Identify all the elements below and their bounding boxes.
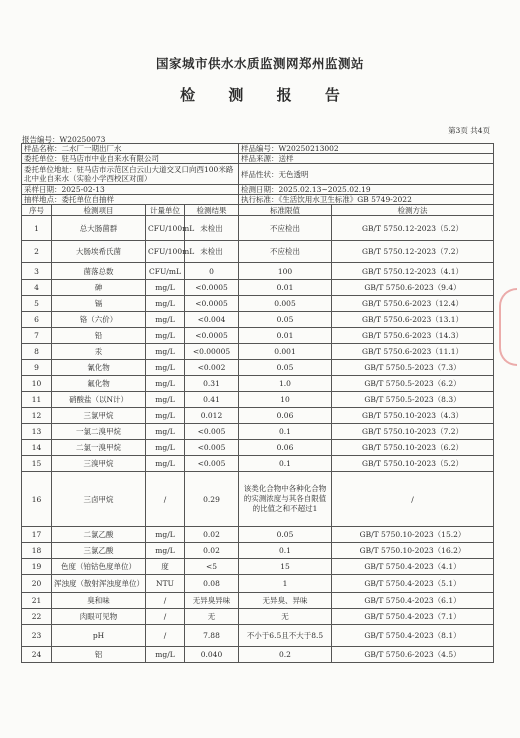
row-result: <0.0005 xyxy=(185,280,239,296)
row-unit: mg/L xyxy=(146,328,185,344)
row-unit: CFU/100mL xyxy=(146,241,185,263)
row-item: 铝 xyxy=(52,647,146,663)
row-limit: 该类化合物中各种化合物的实测浓度与其各自限值的比值之和不超过1 xyxy=(239,472,332,527)
table-row xyxy=(22,559,494,575)
row-limit: 0.05 xyxy=(239,527,332,543)
sample-property: 样品性状：无色透明 xyxy=(239,164,494,185)
row-unit: / xyxy=(146,609,185,625)
table-row xyxy=(22,625,494,647)
report-number: 报告编号：W20250073 xyxy=(22,135,106,144)
report-title: 检 测 报 告 xyxy=(180,86,354,104)
row-limit: 不小于6.5且不大于8.5 xyxy=(239,625,332,647)
row-limit: 无异臭、异味 xyxy=(239,593,332,609)
row-limit: 0.05 xyxy=(239,360,332,376)
row-item: 铅 xyxy=(52,328,146,344)
sample-source: 样品来源：送样 xyxy=(239,154,494,164)
row-item: 菌落总数 xyxy=(52,263,146,280)
row-limit: 1.0 xyxy=(239,376,332,392)
table-row xyxy=(22,456,494,472)
table-row xyxy=(22,392,494,408)
row-number: 15 xyxy=(22,456,52,472)
row-number: 18 xyxy=(22,543,52,559)
row-item: 浑浊度（散射浑浊度单位） xyxy=(52,575,146,593)
row-result: <0.005 xyxy=(185,440,239,456)
row-unit: mg/L xyxy=(146,527,185,543)
test-date: 检测日期：2025.02.13~2025.02.19 xyxy=(239,185,494,195)
row-item: 肉眼可见物 xyxy=(52,609,146,625)
row-limit: 0.1 xyxy=(239,424,332,440)
col-unit: 计量单位 xyxy=(146,205,185,216)
table-row xyxy=(22,424,494,440)
row-method: / xyxy=(332,472,494,527)
row-method: GB/T 5750.10-2023（4.3） xyxy=(332,408,494,424)
row-limit: 0.2 xyxy=(239,647,332,663)
row-method: GB/T 5750.6-2023（14.3） xyxy=(332,328,494,344)
row-unit: 度 xyxy=(146,559,185,575)
table-row xyxy=(22,241,494,263)
table-row xyxy=(22,408,494,424)
red-seal-stamp xyxy=(499,288,517,366)
row-limit: 0.01 xyxy=(239,328,332,344)
row-limit: 0.005 xyxy=(239,296,332,312)
row-unit: / xyxy=(146,593,185,609)
table-row xyxy=(22,527,494,543)
row-result: 0.02 xyxy=(185,543,239,559)
row-result: 0.31 xyxy=(185,376,239,392)
row-item: 总大肠菌群 xyxy=(52,216,146,241)
row-method: GB/T 5750.10-2023（6.2） xyxy=(332,440,494,456)
row-method: GB/T 5750.4-2023（5.1） xyxy=(332,575,494,593)
row-result: <0.00005 xyxy=(185,344,239,360)
row-item: 三卤甲烷 xyxy=(52,472,146,527)
table-row xyxy=(22,575,494,593)
row-unit: mg/L xyxy=(146,312,185,328)
row-item: 氰化物 xyxy=(52,360,146,376)
row-unit: mg/L xyxy=(146,408,185,424)
row-method: GB/T 5750.6-2023（4.5） xyxy=(332,647,494,663)
row-item: 三氯甲烷 xyxy=(52,408,146,424)
table-row xyxy=(22,472,494,527)
row-item: 三溴甲烷 xyxy=(52,456,146,472)
col-result: 检测结果 xyxy=(185,205,239,216)
row-unit: mg/L xyxy=(146,360,185,376)
row-unit: mg/L xyxy=(146,376,185,392)
row-number: 3 xyxy=(22,263,52,280)
row-method: GB/T 5750.12-2023（4.1） xyxy=(332,263,494,280)
row-number: 23 xyxy=(22,625,52,647)
row-result: 0.040 xyxy=(185,647,239,663)
row-number: 22 xyxy=(22,609,52,625)
row-limit: 0.01 xyxy=(239,280,332,296)
row-result: 0.08 xyxy=(185,575,239,593)
row-item: 二氯一溴甲烷 xyxy=(52,440,146,456)
row-number: 1 xyxy=(22,216,52,241)
sampling-date: 采样日期：2025-02-13 xyxy=(22,185,239,195)
row-result: <0.002 xyxy=(185,360,239,376)
row-method: GB/T 5750.10-2023（15.2） xyxy=(332,527,494,543)
row-result: <0.0005 xyxy=(185,296,239,312)
row-item: 铬（六价） xyxy=(52,312,146,328)
page-info: 第3页 共4页 xyxy=(448,126,490,135)
table-row xyxy=(22,296,494,312)
row-number: 2 xyxy=(22,241,52,263)
row-limit: 不应检出 xyxy=(239,241,332,263)
row-number: 6 xyxy=(22,312,52,328)
row-item: 三氯乙酸 xyxy=(52,543,146,559)
row-result: 0.29 xyxy=(185,472,239,527)
row-number: 20 xyxy=(22,575,52,593)
row-result: <0.004 xyxy=(185,312,239,328)
row-unit: mg/L xyxy=(146,424,185,440)
table-row xyxy=(22,312,494,328)
row-unit: CFU/100mL xyxy=(146,216,185,241)
row-item: 色度（铂钴色度单位） xyxy=(52,559,146,575)
table-row xyxy=(22,593,494,609)
row-result: 0.41 xyxy=(185,392,239,408)
row-number: 9 xyxy=(22,360,52,376)
row-method: GB/T 5750.5-2023（7.3） xyxy=(332,360,494,376)
row-number: 13 xyxy=(22,424,52,440)
row-item: 汞 xyxy=(52,344,146,360)
row-number: 5 xyxy=(22,296,52,312)
row-method: GB/T 5750.12-2023（7.2） xyxy=(332,241,494,263)
row-unit: CFU/mL xyxy=(146,263,185,280)
row-unit: mg/L xyxy=(146,392,185,408)
row-result: 无 xyxy=(185,609,239,625)
sample-name: 样品名称：二水厂一期出厂水 xyxy=(22,144,239,154)
row-number: 14 xyxy=(22,440,52,456)
row-method: GB/T 5750.4-2023（7.1） xyxy=(332,609,494,625)
row-result: 0.02 xyxy=(185,527,239,543)
row-number: 10 xyxy=(22,376,52,392)
row-result: 7.88 xyxy=(185,625,239,647)
row-method: GB/T 5750.4-2023（8.1） xyxy=(332,625,494,647)
row-method: GB/T 5750.6-2023（12.4） xyxy=(332,296,494,312)
row-method: GB/T 5750.10-2023（7.2） xyxy=(332,424,494,440)
row-limit: 0.001 xyxy=(239,344,332,360)
row-number: 4 xyxy=(22,280,52,296)
row-limit: 不应检出 xyxy=(239,216,332,241)
row-item: 臭和味 xyxy=(52,593,146,609)
row-limit: 0.1 xyxy=(239,456,332,472)
row-method: GB/T 5750.4-2023（4.1） xyxy=(332,559,494,575)
row-unit: mg/L xyxy=(146,543,185,559)
col-limit: 标准限值 xyxy=(239,205,332,216)
row-result: 未检出 xyxy=(185,241,239,263)
row-result: 未检出 xyxy=(185,216,239,241)
col-method: 检测方法 xyxy=(332,205,494,216)
row-unit: mg/L xyxy=(146,280,185,296)
row-limit: 0.06 xyxy=(239,408,332,424)
client: 委托单位：驻马店市中业自来水有限公司 xyxy=(22,154,239,164)
row-method: GB/T 5750.6-2023（13.1） xyxy=(332,312,494,328)
table-row xyxy=(22,328,494,344)
col-item: 检测项目 xyxy=(52,205,146,216)
row-item: 硝酸盐（以N计） xyxy=(52,392,146,408)
row-unit: mg/L xyxy=(146,647,185,663)
row-item: 二氯乙酸 xyxy=(52,527,146,543)
row-limit: 0.05 xyxy=(239,312,332,328)
row-limit: 无 xyxy=(239,609,332,625)
client-address: 委托单位地址：驻马店市示范区白云山大道交叉口向西100米路北中业自来水（实验小学西校区对面） xyxy=(22,164,239,185)
col-no: 序号 xyxy=(22,205,52,216)
row-method: GB/T 5750.6-2023（9.4） xyxy=(332,280,494,296)
row-method: GB/T 5750.5-2023（6.2） xyxy=(332,376,494,392)
row-method: GB/T 5750.12-2023（5.2） xyxy=(332,216,494,241)
row-method: GB/T 5750.5-2023（8.3） xyxy=(332,392,494,408)
row-result: <0.0005 xyxy=(185,328,239,344)
table-row xyxy=(22,376,494,392)
row-result: <0.005 xyxy=(185,456,239,472)
sample-number: 样品编号：W20250213002 xyxy=(239,144,494,154)
row-limit: 1 xyxy=(239,575,332,593)
row-item: 镉 xyxy=(52,296,146,312)
table-row xyxy=(22,216,494,241)
row-limit: 15 xyxy=(239,559,332,575)
row-item: 氟化物 xyxy=(52,376,146,392)
table-row xyxy=(22,647,494,663)
row-number: 8 xyxy=(22,344,52,360)
org-title: 国家城市供水水质监测网郑州监测站 xyxy=(155,56,364,71)
row-unit: mg/L xyxy=(146,456,185,472)
row-number: 7 xyxy=(22,328,52,344)
row-unit: NTU xyxy=(146,575,185,593)
table-row xyxy=(22,344,494,360)
row-number: 16 xyxy=(22,472,52,527)
row-number: 19 xyxy=(22,559,52,575)
table-row xyxy=(22,360,494,376)
row-result: <5 xyxy=(185,559,239,575)
row-result: 0 xyxy=(185,263,239,280)
table-row xyxy=(22,543,494,559)
row-limit: 0.06 xyxy=(239,440,332,456)
table-row xyxy=(22,440,494,456)
row-unit: mg/L xyxy=(146,344,185,360)
row-unit: / xyxy=(146,472,185,527)
row-unit: mg/L xyxy=(146,440,185,456)
row-result: 无异臭异味 xyxy=(185,593,239,609)
row-number: 17 xyxy=(22,527,52,543)
standard: 执行标准：《生活饮用水卫生标准》GB 5749-2022 xyxy=(239,195,494,205)
row-number: 11 xyxy=(22,392,52,408)
row-method: GB/T 5750.10-2023（16.2） xyxy=(332,543,494,559)
row-number: 12 xyxy=(22,408,52,424)
row-limit: 100 xyxy=(239,263,332,280)
row-item: pH xyxy=(52,625,146,647)
row-result: <0.005 xyxy=(185,424,239,440)
sampling-place: 抽样地点：委托单位自抽样 xyxy=(22,195,239,205)
row-result: 0.012 xyxy=(185,408,239,424)
report-table xyxy=(21,143,494,663)
table-row xyxy=(22,609,494,625)
row-limit: 10 xyxy=(239,392,332,408)
row-method: GB/T 5750.10-2023（5.2） xyxy=(332,456,494,472)
table-row xyxy=(22,263,494,280)
row-unit: mg/L xyxy=(146,296,185,312)
row-method: GB/T 5750.4-2023（6.1） xyxy=(332,593,494,609)
row-limit: 0.1 xyxy=(239,543,332,559)
row-item: 砷 xyxy=(52,280,146,296)
row-unit: / xyxy=(146,625,185,647)
row-item: 大肠埃希氏菌 xyxy=(52,241,146,263)
row-number: 21 xyxy=(22,593,52,609)
row-item: 一氯二溴甲烷 xyxy=(52,424,146,440)
row-method: GB/T 5750.6-2023（11.1） xyxy=(332,344,494,360)
table-row xyxy=(22,280,494,296)
row-number: 24 xyxy=(22,647,52,663)
